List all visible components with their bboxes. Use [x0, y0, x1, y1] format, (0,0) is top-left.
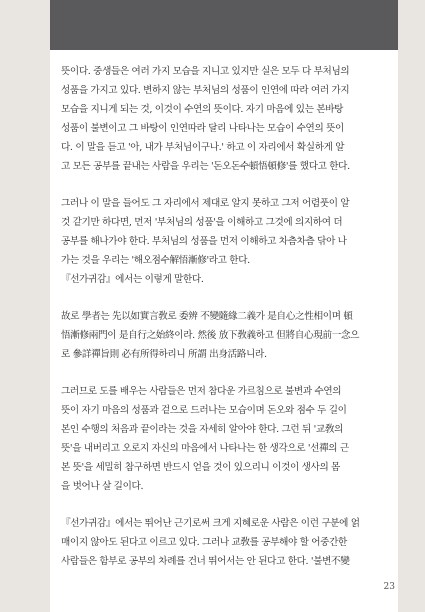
paragraph-2: 그러나 이 말을 들어도 그 자리에서 제대로 알지 못하고 그저 어렴풋이 알 것 같기만 하다면, 먼저 '부처님의 성품'을 이해하고 그것에 의지하여 더 공부를 해나가야 한다. 부처님의 성품을 먼저 이해하고 차츰차츰 닦아 나 가는 것을 우리는 '해오점수解悟漸修'라고 한다. 『선가귀감』에서는 이렇게 말한다.	[61, 198, 350, 285]
header-band	[50, 0, 398, 50]
page-number: 23	[383, 582, 395, 592]
paragraph-1: 뜻이다. 중생들은 여러 가지 모습을 지니고 있지만 실은 모두 다 부처님의 성품을 가지고 있다. 변하지 않는 부처님의 성품이 인연에 따라 여러 가지 모습을 지니게 되는 것, 이것이 수연의 뜻이다. 자기 마음에 있는 본바탕 성품이 불변이고 그 바탕이 인연따라 달리 나타나는 모습이 수연의 뜻이 다. 이 말을 듣고 '아, 내가 부처님이구나.' 하고 이 자리에서 확실하게 알 고 모든 공부를 끝내는 사람을 우리는 '돈오돈수頓悟頓修'를 했다고 한다.	[61, 66, 350, 172]
paragraph-3-hanja-quote: 故로 學者는 先以如實言敎로 委辨 不變隨緣二義가 是自心之性相이며 頓 悟漸修兩門이 是自行之始終이라. 然後 放下敎義하고 但將自心現前一念으 로 參詳禪旨則 必有所得하리니 所謂 出身活路니라.	[61, 311, 360, 360]
body-text	[61, 62, 385, 589]
paragraph-5: 『선가귀감』에서는 뛰어난 근기로써 크게 지혜로운 사람은 이런 구분에 얽 매이지 않아도 된다고 이르고 있다. 그러나 교敎를 공부해야 할 어중간한 사람들은 함부로 공부의 차례를 건너 뛰어서는 안 된다고 한다. '불변不變	[61, 518, 360, 567]
paragraph-4: 그러므로 도를 배우는 사람들은 먼저 참다운 가르침으로 불변과 수연의 뜻이 자기 마음의 성품과 겉으로 드러나는 모습이며 돈오와 점수 두 길이 본인 수행의 처음과 끝이라는 것을 자세히 알아야 한다. 그런 뒤 '교敎의 뜻'을 내버리고 오로지 자신의 마음에서 나타나는 한 생각으로 '선禪의 근 본 뜻'을 세밀히 참구하면 반드시 얻을 것이 있으리니 이것이 생사의 몸 을 벗어나 살 길이다.	[61, 386, 349, 492]
